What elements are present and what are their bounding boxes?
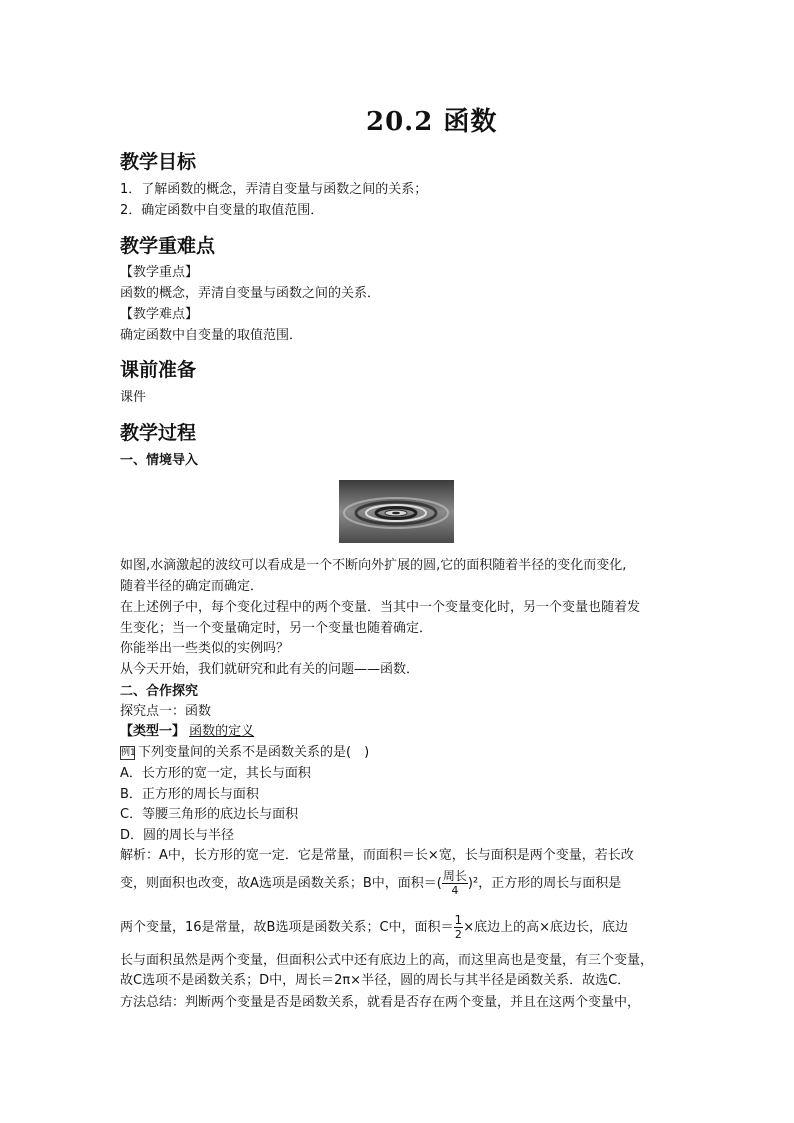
fraction-one-half [454,913,464,942]
analysis-text: 两个变量，16是常量，故B选项是函数关系；C中，面积＝ [120,920,454,935]
focus-text: 函数的概念，弄清自变量与函数之间的关系． [120,286,381,301]
goal-item: 2．确定函数中自变量的取值范围． [120,203,324,218]
fraction-perimeter-over-4 [442,869,468,898]
option-c: C．等腰三角形的底边长与面积 [120,807,299,822]
analysis-line: 长与面积虽然是两个变量，但面积公式中还有底边上的高，而这里高也是变量，有三个变量， [120,953,654,968]
method-summary-line: 方法总结：判断两个变量是否是函数关系，就看是否存在两个变量，并且在这两个变量中， [120,995,641,1010]
page-title: 20.2 函数 [366,107,498,137]
analysis-line: 故C选项不是函数关系；D中，周长＝2π×半径，圆的周长与其半径是函数关系．故选C． [120,973,631,988]
analysis-line: 解析：A中，长方形的宽一定．它是常量，而面积＝长×宽，长与面积是两个变量，若长改 [120,848,634,863]
type-heading [120,723,254,741]
intro-line: 你能举出一些类似的实例吗？ [120,641,290,656]
coop-heading: 二、合作探究 [120,684,199,699]
prep-text: 课件 [120,390,147,405]
analysis-text: )²，正方形的周长与面积是 [467,876,622,891]
option-d: D．圆的周长与半径 [120,828,235,843]
example-badge: 例1 [121,748,136,758]
intro-line: 从今天开始，我们就研究和此有关的问题——函数． [120,662,420,677]
focus-label: 【教学重点】 [120,265,199,280]
fraction-denominator: 2 [454,928,462,941]
difficulty-label: 【教学难点】 [120,307,199,322]
option-a: A．长方形的宽一定，其长与面积 [120,766,311,781]
analysis-line [120,913,628,942]
analysis-line [120,869,621,898]
example-question-line [120,744,369,762]
section-heading-key-points: 教学重难点 [120,235,216,257]
intro-line: 如图,水滴激起的波纹可以看成是一个不断向外扩展的圆,它的面积随着半径的变化而变化, [120,558,627,573]
fraction-numerator: 1 [454,913,463,927]
section-heading-process: 教学过程 [120,422,197,444]
example-question: 下列变量间的关系不是函数关系的是( ) [138,745,370,760]
intro-line: 在上述例子中，每个变化过程中的两个变量．当其中一个变量变化时，另一个变量也随着发 [120,600,641,615]
option-b: B．正方形的周长与面积 [120,787,259,802]
analysis-text: ×底边上的高×底边长，底边 [463,920,628,935]
explore-point: 探究点一：函数 [120,704,212,719]
section-heading-prep: 课前准备 [120,359,197,381]
intro-heading: 一、情境导入 [120,453,199,468]
goal-item: 1．了解函数的概念，弄清自变量与函数之间的关系； [120,182,428,197]
intro-line: 随着半径的确定而确定． [120,579,264,594]
fraction-denominator: 4 [451,884,459,897]
type-title: 函数的定义 [189,724,255,739]
fraction-numerator: 周长 [442,869,467,883]
type-label: 【类型一】 [120,724,186,739]
section-heading-goals: 教学目标 [120,151,197,173]
water-ripple-image [339,480,454,543]
analysis-text: 变，则面积也改变，故A选项是函数关系；B中，面积＝( [120,876,442,891]
difficulty-text: 确定函数中自变量的取值范围． [120,328,303,343]
intro-line: 生变化；当一个变量确定时，另一个变量也随着确定． [120,621,433,636]
